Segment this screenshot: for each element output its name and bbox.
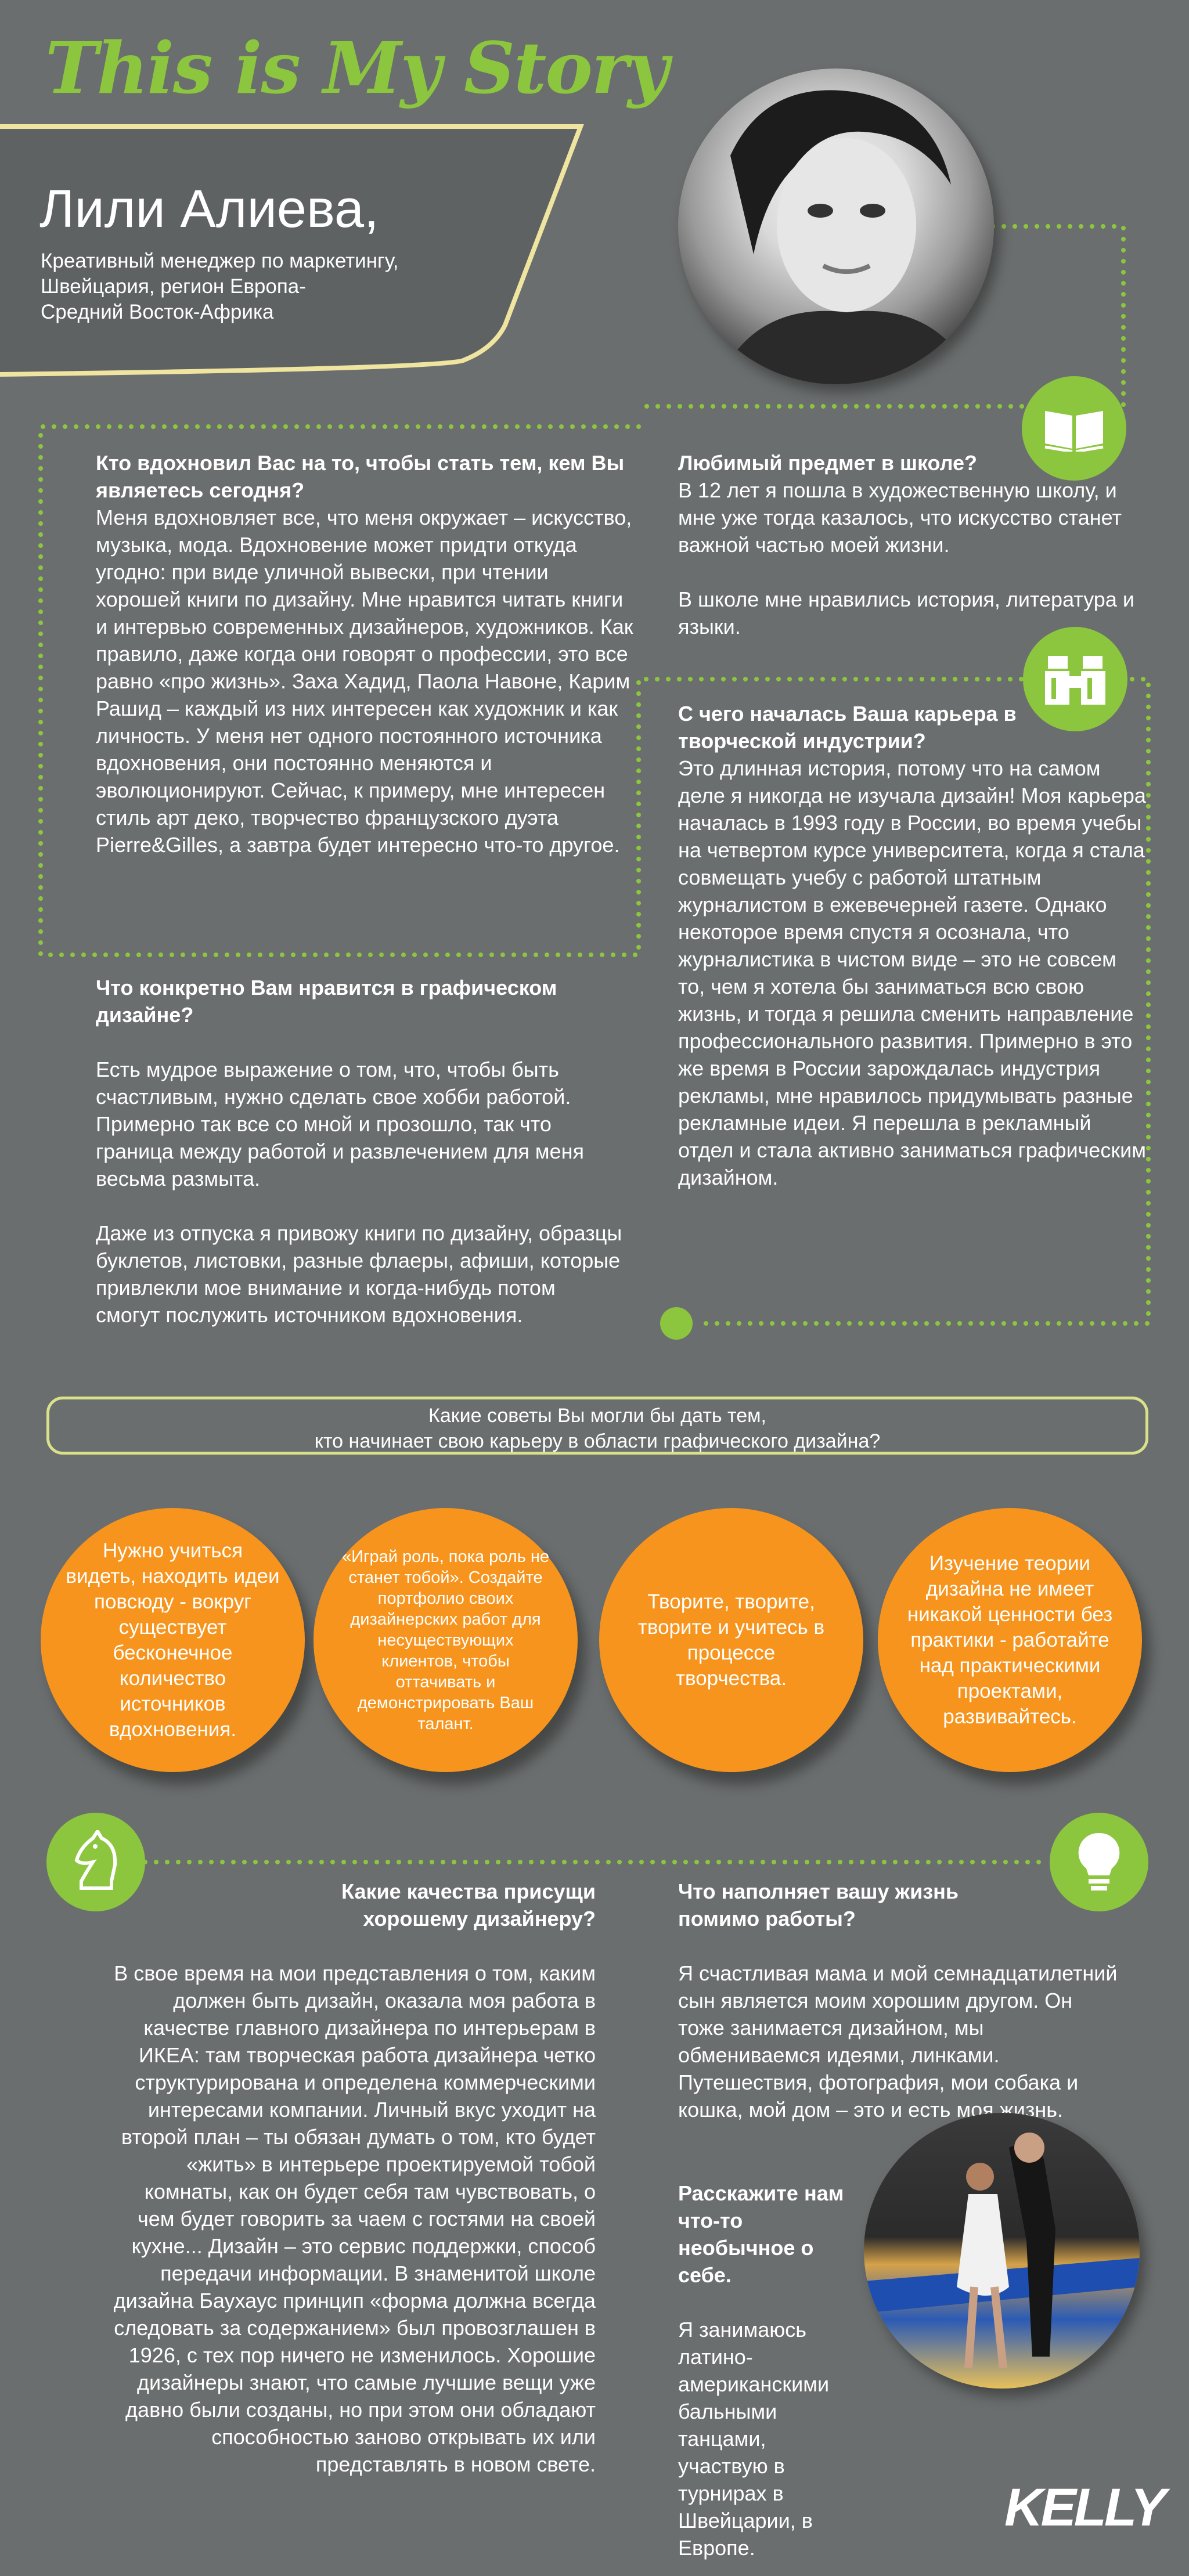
inspiration-question: Кто вдохновил Вас на то, чтобы стать тем, кем Вы являетесь сегодня? — [96, 451, 625, 502]
kelly-logo: KELLY — [1004, 2478, 1164, 2537]
qualities-section — [105, 1878, 596, 2478]
unusual-answer: Я занимаюсь латино-американскими бальными танцами, участвую в турнирах в Швейцарии, в Европе. — [678, 2318, 830, 2560]
person-name: Лили Алиева, — [39, 179, 379, 239]
tip-circle-3: Творите, творите, творите и учитесь в процессе творчества. — [599, 1508, 863, 1772]
tip-circle-2: «Играй роль, пока роль не станет тобой». Создайте портфолио своих дизайнерских работ для несуществующих клиентов, чтобы оттачивать и демонстрировать Ваш талант. — [314, 1508, 578, 1772]
advice-question-box — [46, 1397, 1148, 1455]
school-answer-2: В школе мне нравились история, литература и языки. — [678, 587, 1134, 638]
advice-question-line-1: Какие советы Вы могли бы дать тем, — [428, 1405, 766, 1427]
qualities-question: Какие качества присущи хорошему дизайнеру? — [341, 1879, 596, 1931]
school-question: Любимый предмет в школе? — [678, 451, 978, 475]
unusual-question: Расскажите нам что-то необычное о себе. — [678, 2181, 844, 2287]
career-question: С чего началась Ваша карьера в творческой индустрии? — [678, 702, 1017, 753]
graphic-answer-2: Даже из отпуска я привожу книги по дизайну, образцы буклетов, листовки, разные флаеры, афиши, которые привлекли мое внимание и когда-нибудь потом смогут послужить источником вдохновения. — [96, 1221, 622, 1327]
advice-question-line-2: кто начинает свою карьеру в области графического дизайна? — [314, 1430, 881, 1452]
school-section — [678, 449, 1143, 640]
unusual-section — [678, 2180, 852, 2561]
inspiration-answer: Меня вдохновляет все, что меня окружает – искусство, музыка, мода. Вдохновение может придти откуда угодно: при виде уличной вывески, при чтении хорошей книги по дизайну. Мне нравится читать книги и интервью современных дизайнеров, художников. Как правило, даже когда они говорят о профессии, это все равно «про жизнь». Заха Хадид, Паола Навоне, Карим Рашид – каждый из них интересен как художник и как личность. У меня нет одного постоянного источника вдохновения, они постоянно меняются и эволюционируют. Сейчас, к примеру, мне интересен стиль арт деко, творчество французского дуэта Pierre&Gilles, а завтра будет интересно что-то другое. — [96, 506, 633, 857]
page-title: This is My Story — [45, 26, 668, 110]
life-question: Что наполняет вашу жизнь помимо работы? — [678, 1879, 959, 1931]
tip-circle-4: Изучение теории дизайна не имеет никакой ценности без практики - работайте над практическими проектами, развивайтесь. — [878, 1508, 1142, 1772]
person-subtitle: Креативный менеджер по маркетингу, Швейцария, регион Европа- Средний Восток-Африка — [41, 250, 399, 323]
qualities-answer: В свое время на мои представления о том, каким должен быть дизайн, оказала моя работа в качестве главного дизайнера по интерьерам в ИКЕА: там творческая работа дизайнера четко структурирована и определена коммерческими интересами компании. Личный вкус уходит на второй план – ты обязан думать о том, кто будет «жить» в интерьере проектируемой тобой комнаты, как он будет себя там чувствовать, о чем будет говорить за чаем с гостями на своей кухне... Дизайн – это сервис поддержки, способ передачи информации. В знаменитой школе дизайна Баухаус принцип «форма должна всегда следовать за содержанием» был провозглашен в 1926, с тех пор ничего не изменилось. Хорошие дизайнеры знают, что самые лучшие вещи уже давно были созданы, но при этом они обладают способностью заново открывать их или представлять в новом свете. — [113, 1961, 596, 2476]
inspiration-section — [96, 449, 636, 858]
life-answer: Я счастливая мама и мой семнадцатилетний сын является моим хорошим другом. Он тоже занимается дизайном, мы обмениваемся идеями, линками. Путешествия, фотография, мои собака и кошка, мой дом – это и есть моя жизнь. — [678, 1961, 1118, 2122]
life-section — [678, 1878, 1143, 2123]
portrait-photo — [678, 68, 994, 384]
career-answer: Это длинная история, потому что на самом деле я никогда не изучала дизайн! Моя карьера началась в 1993 году в России, во время учебы на четвертом курсе университета, когда я стала совмещать учебу с работой штатным журналистом в ежевечерней газете. Однако некоторое время спустя я осознала, что журналистика в чистом виде – это не совсем то, чем я хотела бы заниматься всю свою жизнь, и тогда я решила сменить направление профессионального развития. Примерно в это же время в России зарождалась индустрия рекламы, мне нравилось придумывать разные рекламные идеи. Я перешла в рекламный отдел и стала активно заниматься графическим дизайном. — [678, 756, 1146, 1189]
graphic-design-section — [96, 974, 624, 1329]
career-section — [678, 700, 1148, 1191]
school-answer-1: В 12 лет я пошла в художественную школу, и мне уже тогда казалось, что искусство станет важной частью моей жизни. — [678, 478, 1122, 557]
dance-photo — [864, 2113, 1140, 2389]
tip-circle-1: Нужно учиться видеть, находить идеи повсюду - вокруг существует бесконечное количество источников вдохновения. — [41, 1508, 305, 1772]
graphic-answer-1: Есть мудрое выражение о том, что, чтобы быть счастливым, нужно сделать свое хобби работой. Примерно так все со мной и прозошло, так что граница между работой и развлечением для меня весьма размыта. — [96, 1058, 584, 1190]
graphic-question: Что конкретно Вам нравится в графическом дизайне? — [96, 976, 557, 1027]
